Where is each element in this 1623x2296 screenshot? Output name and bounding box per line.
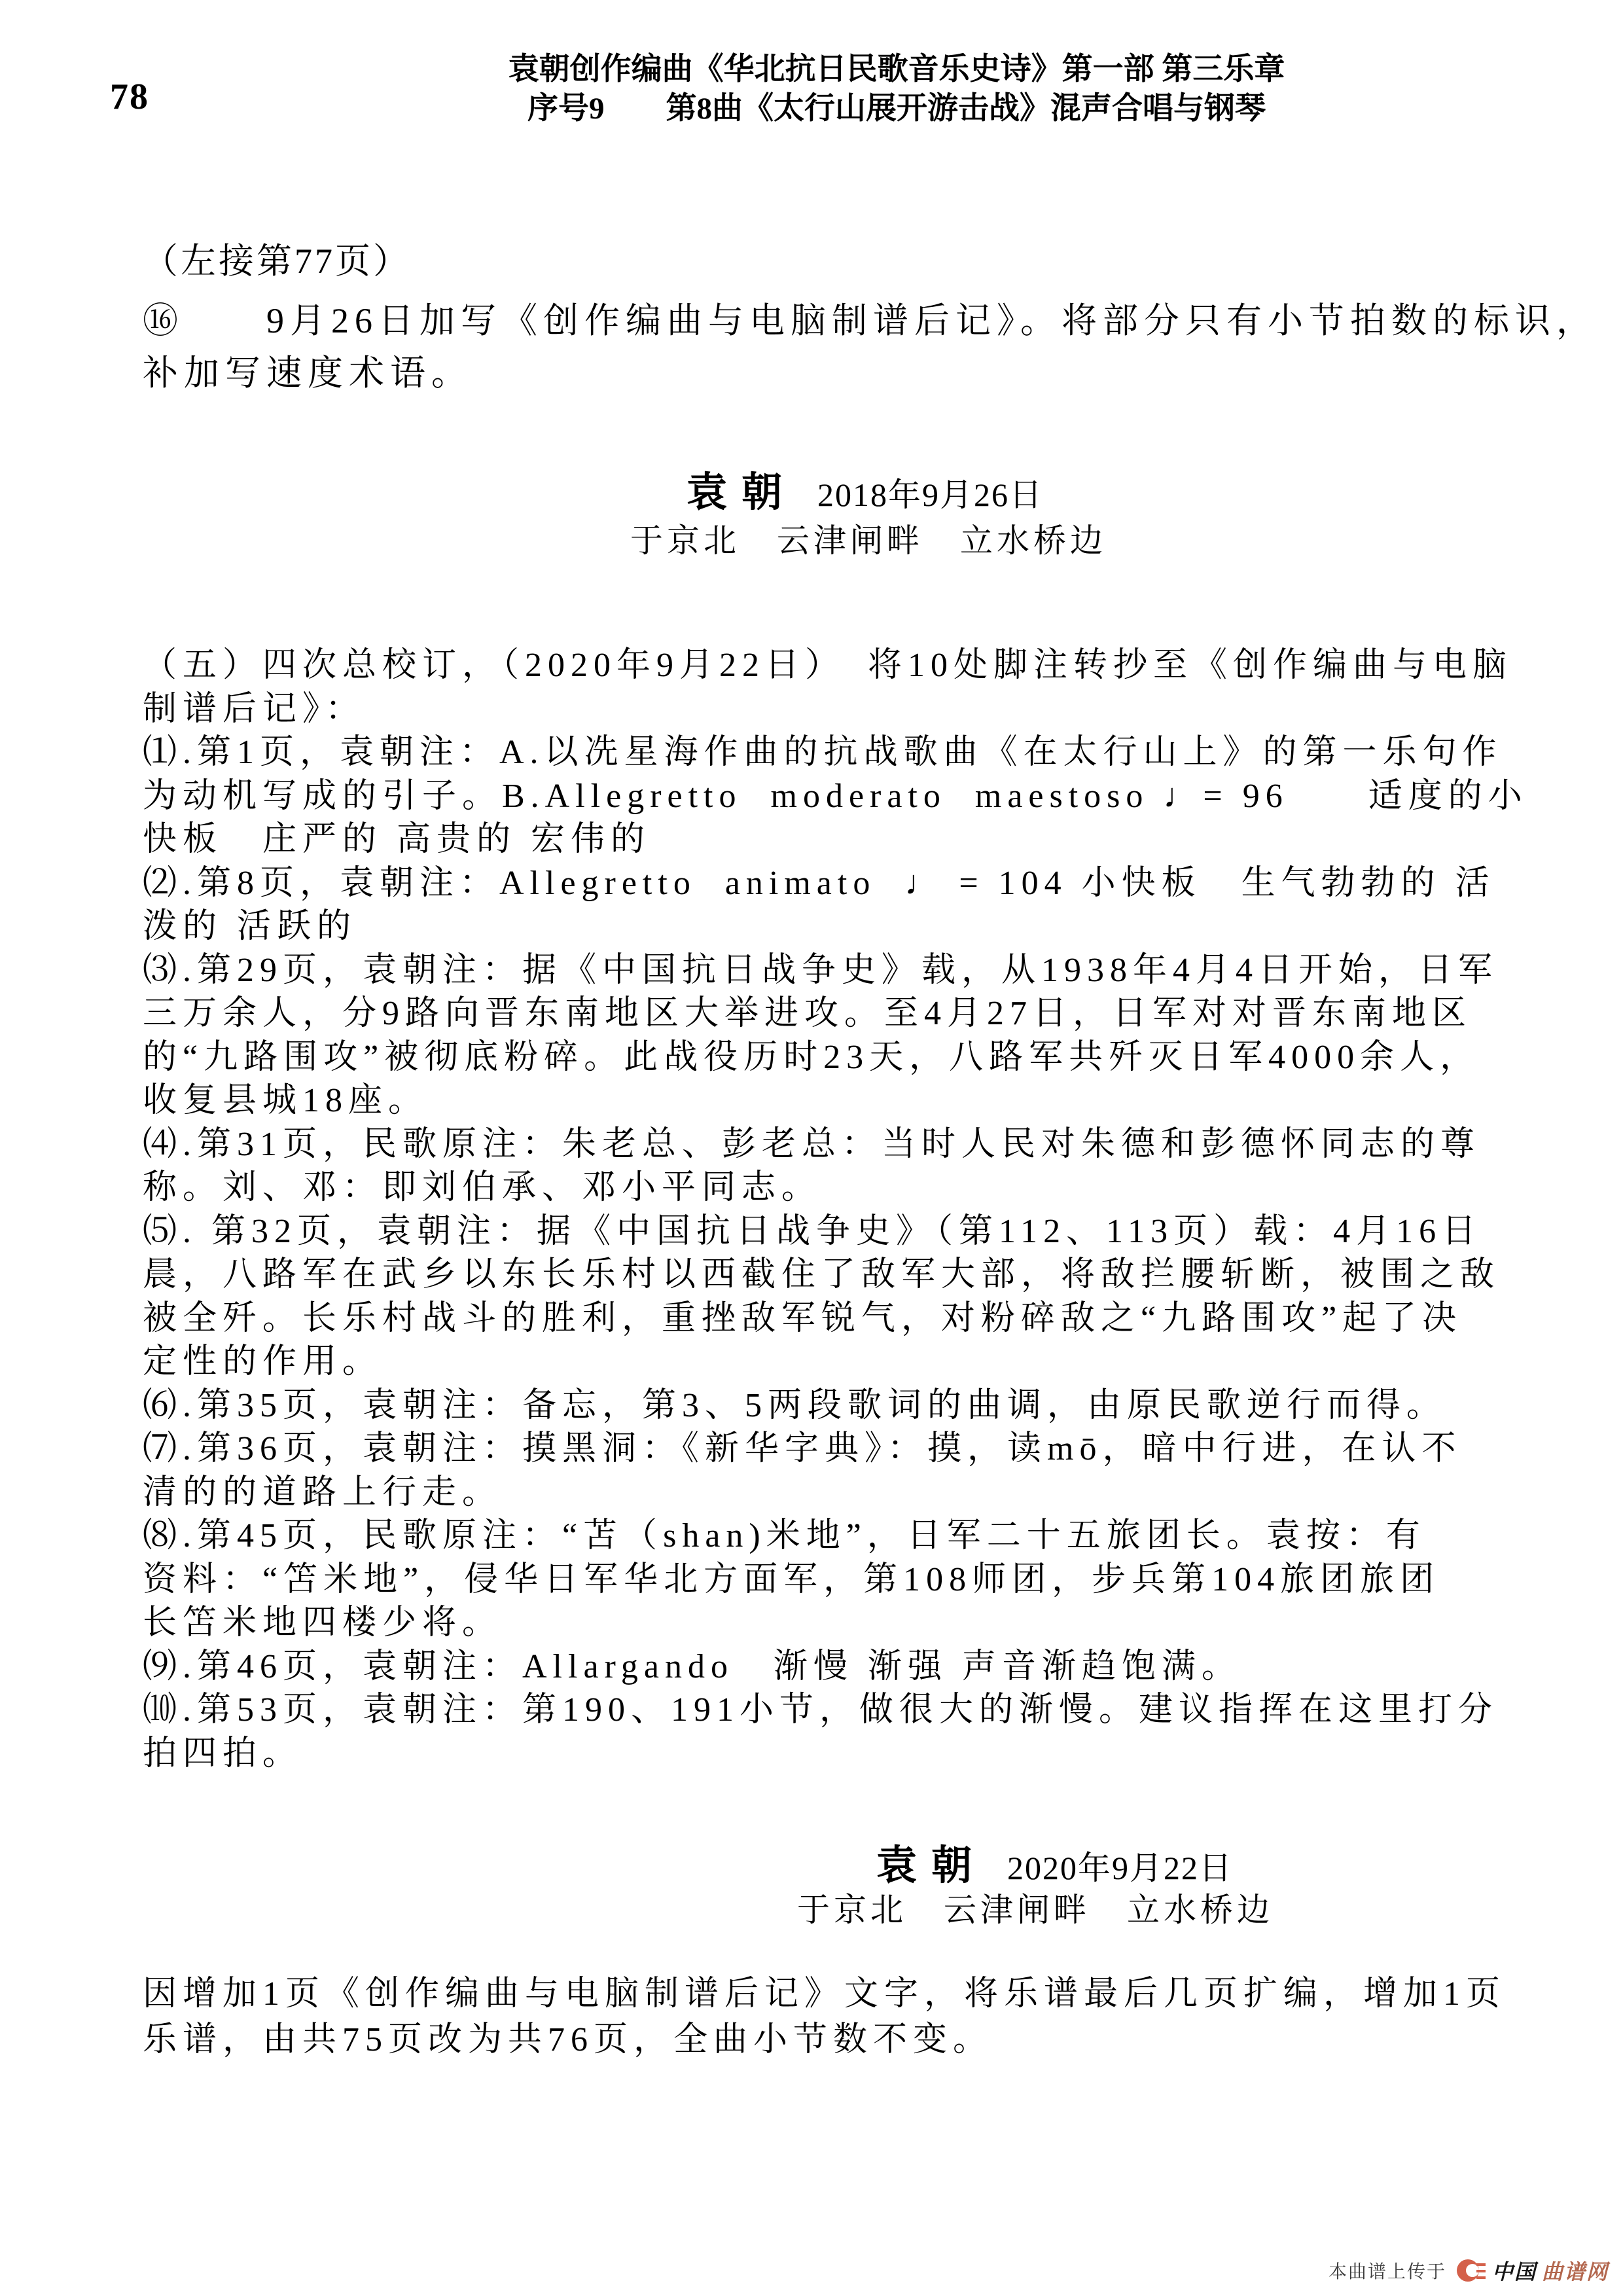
- header-title-line-1: 袁朝创作编曲《华北抗日民歌音乐史诗》第一部 第三乐章: [508, 52, 1285, 86]
- watermark-text: 本曲谱上传于: [1328, 2261, 1446, 2282]
- section-line: 快板 庄严的 高贵的 宏伟的: [143, 821, 651, 858]
- section-line: ⑵.第8页，袁朝注：Allegretto animato ♩ = 104 小快板 生气勃勃的 活: [143, 864, 1495, 902]
- signature-location: 于京北 云津闸畔 立水桥边: [797, 1892, 1274, 1928]
- section-line: 长笘米地四楼少将。: [143, 1604, 503, 1641]
- paragraph-line: 补加写速度术语。: [143, 353, 473, 393]
- section-line: ⑷.第31页，民歌原注：朱老总、彭老总：当时人民对朱德和彭德怀同志的尊: [143, 1125, 1481, 1163]
- continuation-note: （左接第77页）: [143, 242, 411, 281]
- section-line: 晨，八路军在武乡以东长乐村以西截住了敌军大部，将敌拦腰斩断，被围之敌: [143, 1256, 1501, 1293]
- site-watermark: [1329, 2255, 1609, 2286]
- signature-name: 袁朝: [687, 471, 797, 515]
- paragraph-line: 因增加1页《创作编曲与电脑制谱后记》文字，将乐谱最后几页扩编，增加1页: [143, 1975, 1507, 2013]
- paragraph-line: 乐谱，由共75页改为共76页，全曲小节数不变。: [143, 2021, 993, 2058]
- section-line: 的“九路围攻”被彻底粉碎。此战役历时23天，八路军共歼灭日军4000余人，: [143, 1038, 1480, 1076]
- section-line: 资料：“笘米地”，侵华日军华北方面军，第108师团，步兵第104旅团旅团: [143, 1560, 1440, 1598]
- section-line: ⑽.第53页，袁朝注：第190、191小节，做很大的渐慢。建议指挥在这里打分: [143, 1691, 1499, 1729]
- section-line: ⑻.第45页，民歌原注：“苫（shan)米地”，日军二十五旅团长。袁按：有: [143, 1517, 1426, 1554]
- section-line: 被全歼。长乐村战斗的胜利，重挫敌军锐气，对粉碎敌之“九路围攻”起了决: [143, 1299, 1463, 1337]
- site-name-colored: 曲谱网: [1541, 2260, 1609, 2284]
- signature-date: 2018年9月26日: [817, 476, 1044, 513]
- section-line: 三万余人，分9路向晋东南地区大举进攻。至4月27日，日军对对晋东南地区: [143, 995, 1472, 1032]
- paragraph-line: ⑯ 9月26日加写《创作编曲与电脑制谱后记》。将部分只有小节拍数的标识，: [143, 301, 1597, 340]
- logo-circle-icon: [1457, 2259, 1479, 2282]
- section-line: ⑸. 第32页，袁朝注：据《中国抗日战争史》（第112、113页）载：4月16日: [143, 1212, 1482, 1250]
- section-line: 称。刘、邓：即刘伯承、邓小平同志。: [143, 1169, 822, 1206]
- logo-staff-lines-icon: [1476, 2263, 1486, 2279]
- document-header: [236, 50, 1558, 128]
- music-site-logo-icon: [1457, 2258, 1482, 2283]
- signature-name: 袁朝: [876, 1844, 987, 1888]
- section-line: 为动机写成的引子。B.Allegretto moderato maestoso ♩= 96 适度的小: [143, 777, 1528, 815]
- section-line: ⑺.第36页，袁朝注：摸黑洞：《新华字典》：摸，读mō，暗中行进，在认不: [143, 1430, 1462, 1467]
- page-number: 78: [110, 77, 149, 117]
- section-line: （五）四次总校订，（2020年9月22日） 将10处脚注转抄至《创作编曲与电脑: [143, 647, 1513, 684]
- section-line: 清的的道路上行走。: [143, 1473, 503, 1511]
- signature-location: 于京北 云津闸畔 立水桥边: [630, 522, 1107, 559]
- site-name-black: 中国: [1491, 2260, 1537, 2284]
- section-line: ⑼.第46页，袁朝注：Allargando 渐慢 渐强 声音渐趋饱满。: [143, 1647, 1241, 1685]
- header-title-line-2: 序号9 第8曲《太行山展开游击战》混声合唱与钢琴: [527, 92, 1266, 126]
- section-line: 定性的作用。: [143, 1343, 383, 1380]
- signature-2020: [876, 1833, 1233, 1891]
- section-line: 拍四拍。: [143, 1734, 303, 1772]
- section-line: ⑶.第29页，袁朝注：据《中国抗日战争史》载，从1938年4月4日开始，日军: [143, 951, 1499, 989]
- section-line: ⑹.第35页，袁朝注：备忘，第3、5两段歌词的曲调，由原民歌逆行而得。: [143, 1386, 1447, 1424]
- section-line: ⑴.第1页，袁朝注：A.以冼星海作曲的抗战歌曲《在太行山上》的第一乐句作: [143, 734, 1503, 771]
- section-line: 泼的 活跃的: [143, 908, 357, 945]
- closing-paragraph: [143, 1971, 1524, 2063]
- signature-2018: [687, 459, 1043, 518]
- signature-date: 2020年9月22日: [1007, 1850, 1234, 1886]
- section-line: 制谱后记》：: [143, 690, 366, 728]
- footnote-16-paragraph: [143, 295, 1597, 399]
- section-line: 收复县城18座。: [143, 1082, 429, 1119]
- revision-notes-section: [143, 644, 1528, 1776]
